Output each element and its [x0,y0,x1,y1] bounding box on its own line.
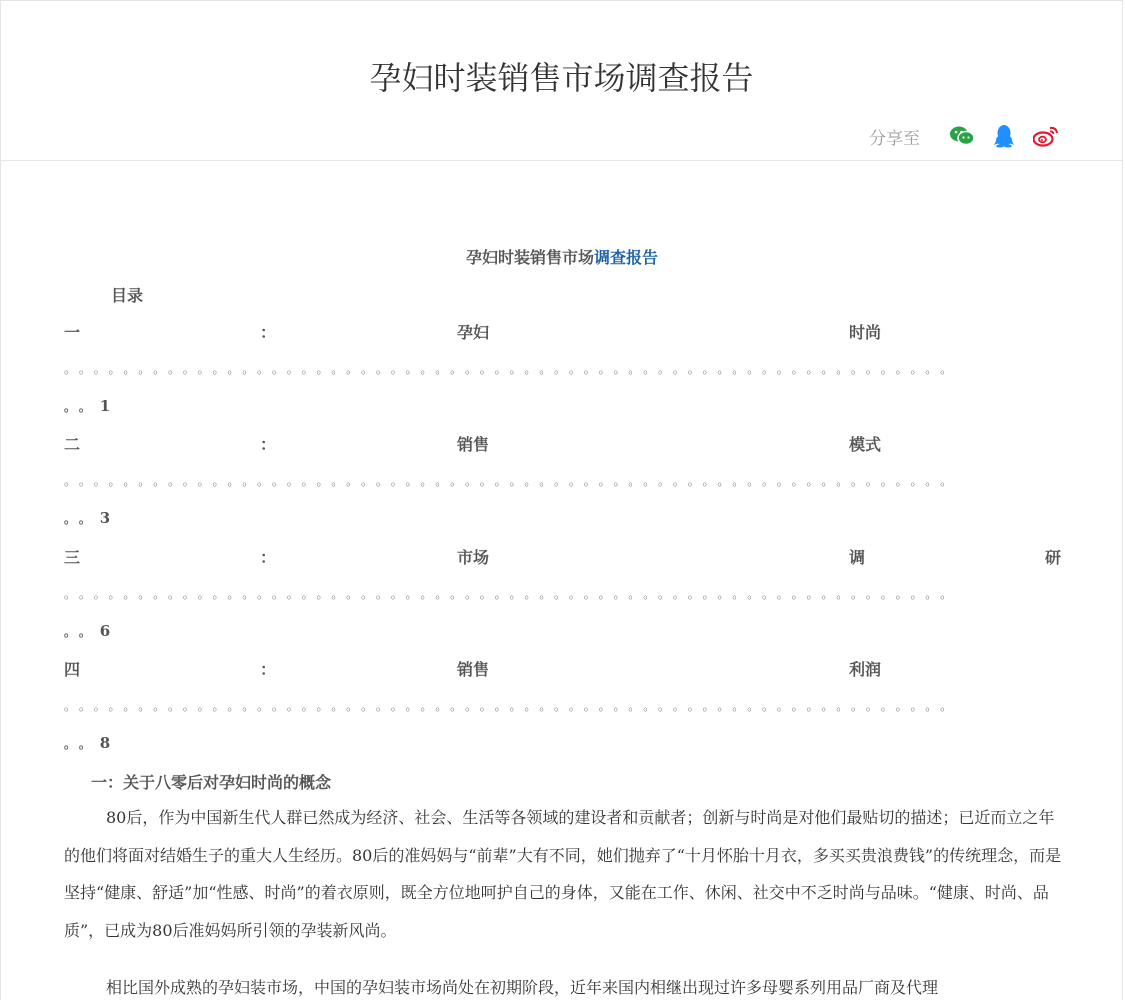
toc-num: 二 [64,435,81,454]
toc-word: 销售 [457,660,490,679]
toc-page [64,397,110,415]
toc-num: 三 [64,548,81,567]
toc-page [64,509,110,527]
toc-page-number: 1 [99,397,111,415]
section-heading: 一：关于八零后对孕妇时尚的概念 [91,773,332,792]
toc-word: 市场 [457,548,490,567]
toc-word: 利润 [849,660,882,679]
paragraph: 相比国外成熟的孕妇装市场，中国的孕妇装市场尚处在初期阶段，近年来国内相继出现过许多母婴系列用品厂商及代理 [106,978,939,997]
toc-leader-dots: 。。 [64,512,100,526]
toc-word: 时尚 [849,323,882,342]
qq-icon[interactable] [990,123,1018,149]
document-subtitle [64,245,1060,268]
toc-leader-dots: 。。。。。。。。。。。。。。。。。。。。。。。。。。。。。。。。。。。。。。。。。。。。。。。。。。。。。。。。。。。。 [64,699,962,713]
toc-word: 孕妇 [457,323,490,342]
toc-leader-dots: 。。。。。。。。。。。。。。。。。。。。。。。。。。。。。。。。。。。。。。。。。。。。。。。。。。。。。。。。。。。。 [64,474,962,488]
page-title: 孕妇时装销售市场调查报告 [369,59,754,97]
share-label: 分享至 [869,128,920,149]
toc-word: 研 [1045,548,1062,567]
toc-colon: ： [260,323,277,342]
toc-word: 模式 [849,435,882,454]
report-link[interactable]: 调查报告 [594,248,659,267]
toc-page-number: 8 [99,734,111,752]
toc-page-number: 6 [99,622,111,640]
toc-leader-dots: 。。 [64,625,100,639]
toc-leader-dots: 。。 [64,737,100,751]
weibo-icon[interactable] [1032,123,1060,149]
toc-colon: ： [260,660,277,679]
toc-page [64,622,110,640]
toc-leader-dots: 。。 [64,400,100,414]
toc-title: 目录 [111,286,144,305]
toc-num: 一 [64,323,81,342]
toc-leader-dots: 。。。。。。。。。。。。。。。。。。。。。。。。。。。。。。。。。。。。。。。。。。。。。。。。。。。。。。。。。。。。 [64,362,962,376]
toc-num: 四 [64,660,81,679]
toc-colon: ： [260,435,277,454]
toc-page [64,734,110,752]
toc-word: 销售 [457,435,490,454]
paragraph: 80后，作为中国新生代人群已然成为经济、社会、生活等各领域的建设者和贡献者；创新与时尚是对他们最贴切的描述；已近而立之年的他们将面对结婚生子的重大人生经历。80后的准妈妈与“前辈”大有不同，她们抛弃了“十月怀胎十月衣，多买买贵浪费钱”的传统理念，而是坚持“健康、舒适”加“性感、时尚”的着衣原则，既全方位地呵护自己的身体，又能在工作、休闲、社交中不乏时尚与品味。“健康、时尚、品质”，已成为80后准妈妈所引领的孕装新风尚。 [64,808,1062,940]
toc-page-number: 3 [99,509,111,527]
toc-colon: ： [260,548,277,567]
article-header [1,1,1122,161]
toc-word: 调 [849,548,866,567]
wechat-icon[interactable] [948,123,976,149]
toc-leader-dots: 。。。。。。。。。。。。。。。。。。。。。。。。。。。。。。。。。。。。。。。。。。。。。。。。。。。。。。。。。。。。 [64,587,962,601]
share-bar [869,123,1060,149]
subtitle-text: 孕妇时装销售市场 [465,248,594,267]
